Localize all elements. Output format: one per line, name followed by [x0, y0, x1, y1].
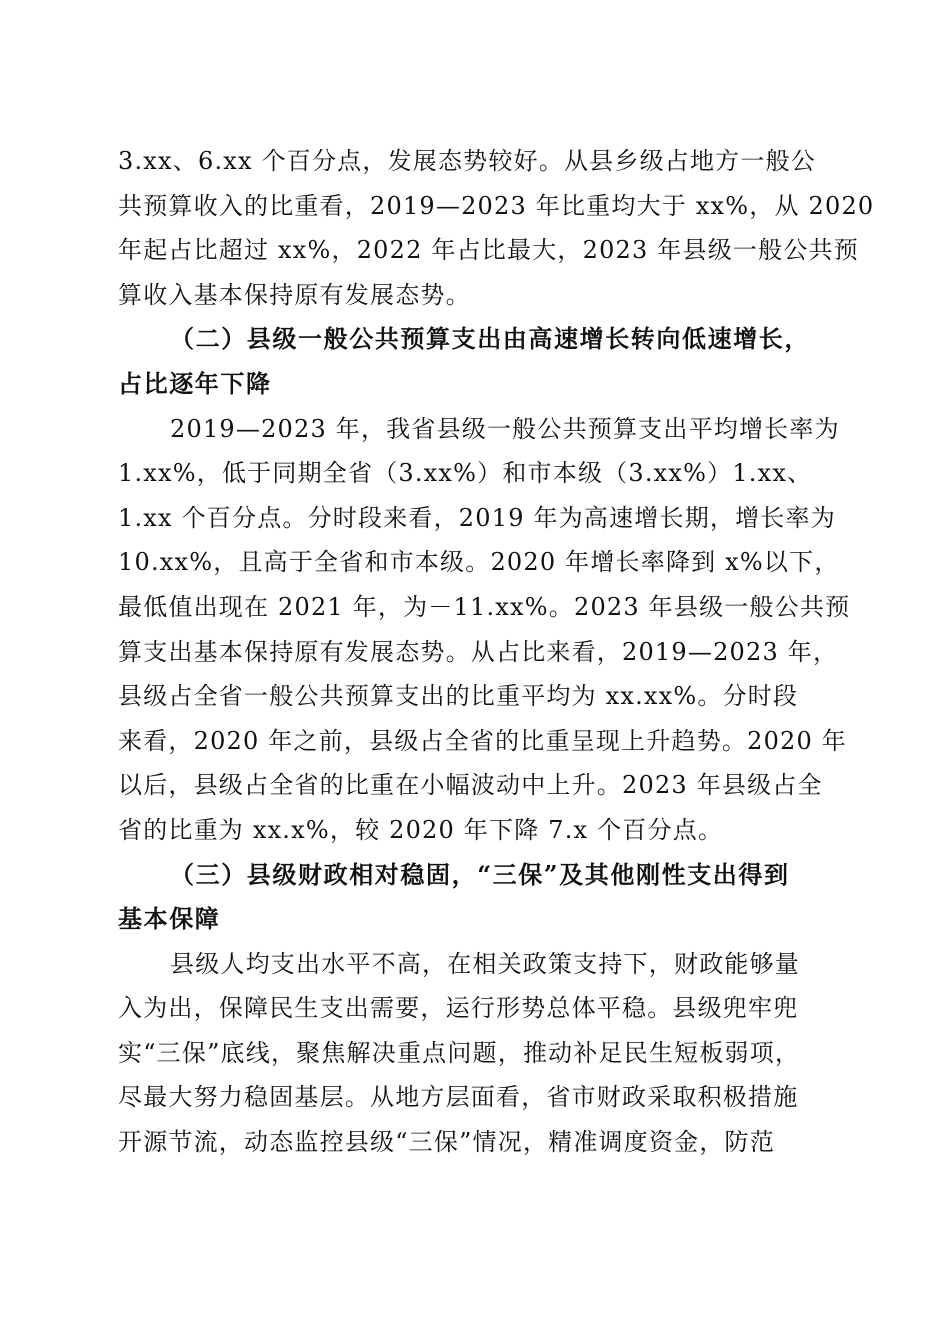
body-text-line: 省的比重为 xx.x%，较 2020 年下降 7.x 个百分点。: [118, 815, 724, 844]
body-text-line: 1.xx%，低于同期全省（3.xx%）和市本级（3.xx%）1.xx、: [118, 459, 813, 488]
section-heading-3: （三）县级财政相对稳固，“三保”及其他刚性支出得到: [170, 859, 790, 889]
body-text-line: 10.xx%，且高于全省和市本级。2020 年增长率降到 x%以下，: [118, 548, 840, 577]
body-text-line: 入为出，保障民生支出需要，运行形势总体平稳。县级兜牢兜: [118, 994, 799, 1023]
body-text-line: 2019—2023 年，我省县级一般公共预算支出平均增长率为: [170, 414, 840, 443]
body-text-line: 年起占比超过 xx%，2022 年占比最大，2023 年县级一般公共预: [118, 236, 859, 265]
document-page: [118, 139, 875, 1165]
body-text-line: 3.xx、6.xx 个百分点，发展态势较好。从县乡级占地方一般公: [118, 147, 816, 175]
body-text-line: 来看，2020 年之前，县级占全省的比重呈现上升趋势。2020 年: [118, 726, 848, 755]
body-text-line: 最低值出现在 2021 年，为－11.xx%。2023 年县级一般公共预: [118, 592, 851, 621]
body-text-line: 1.xx 个百分点。分时段来看，2019 年为高速增长期，增长率为: [118, 503, 836, 532]
body-text-line: 算支出基本保持原有发展态势。从占比来看，2019—2023 年，: [118, 637, 839, 666]
body-text-line: 实“三保”底线，聚焦解决重点问题，推动补足民生短板弱项，: [118, 1038, 801, 1067]
body-text-line: 县级人均支出水平不高，在相关政策支持下，财政能够量: [170, 949, 800, 978]
body-text-line: 以后，县级占全省的比重在小幅波动中上升。2023 年县级占全: [118, 771, 823, 800]
body-text-line: 算收入基本保持原有发展态势。: [118, 280, 471, 309]
section-heading-3-cont: 基本保障: [118, 904, 221, 934]
body-text-line: 共预算收入的比重看，2019—2023 年比重均大于 xx%，从 2020: [118, 191, 875, 220]
section-heading-2: （二）县级一般公共预算支出由高速增长转向低速增长，: [170, 324, 810, 354]
body-text-line: 县级占全省一般公共预算支出的比重平均为 xx.xx%。分时段: [118, 682, 799, 711]
section-heading-2-cont: 占比逐年下降: [118, 368, 272, 398]
body-text-line: 开源节流，动态监控县级“三保”情况，精准调度资金，防范: [118, 1128, 775, 1157]
body-text-line: 尽最大努力稳固基层。从地方层面看，省市财政采取积极措施: [118, 1083, 799, 1112]
